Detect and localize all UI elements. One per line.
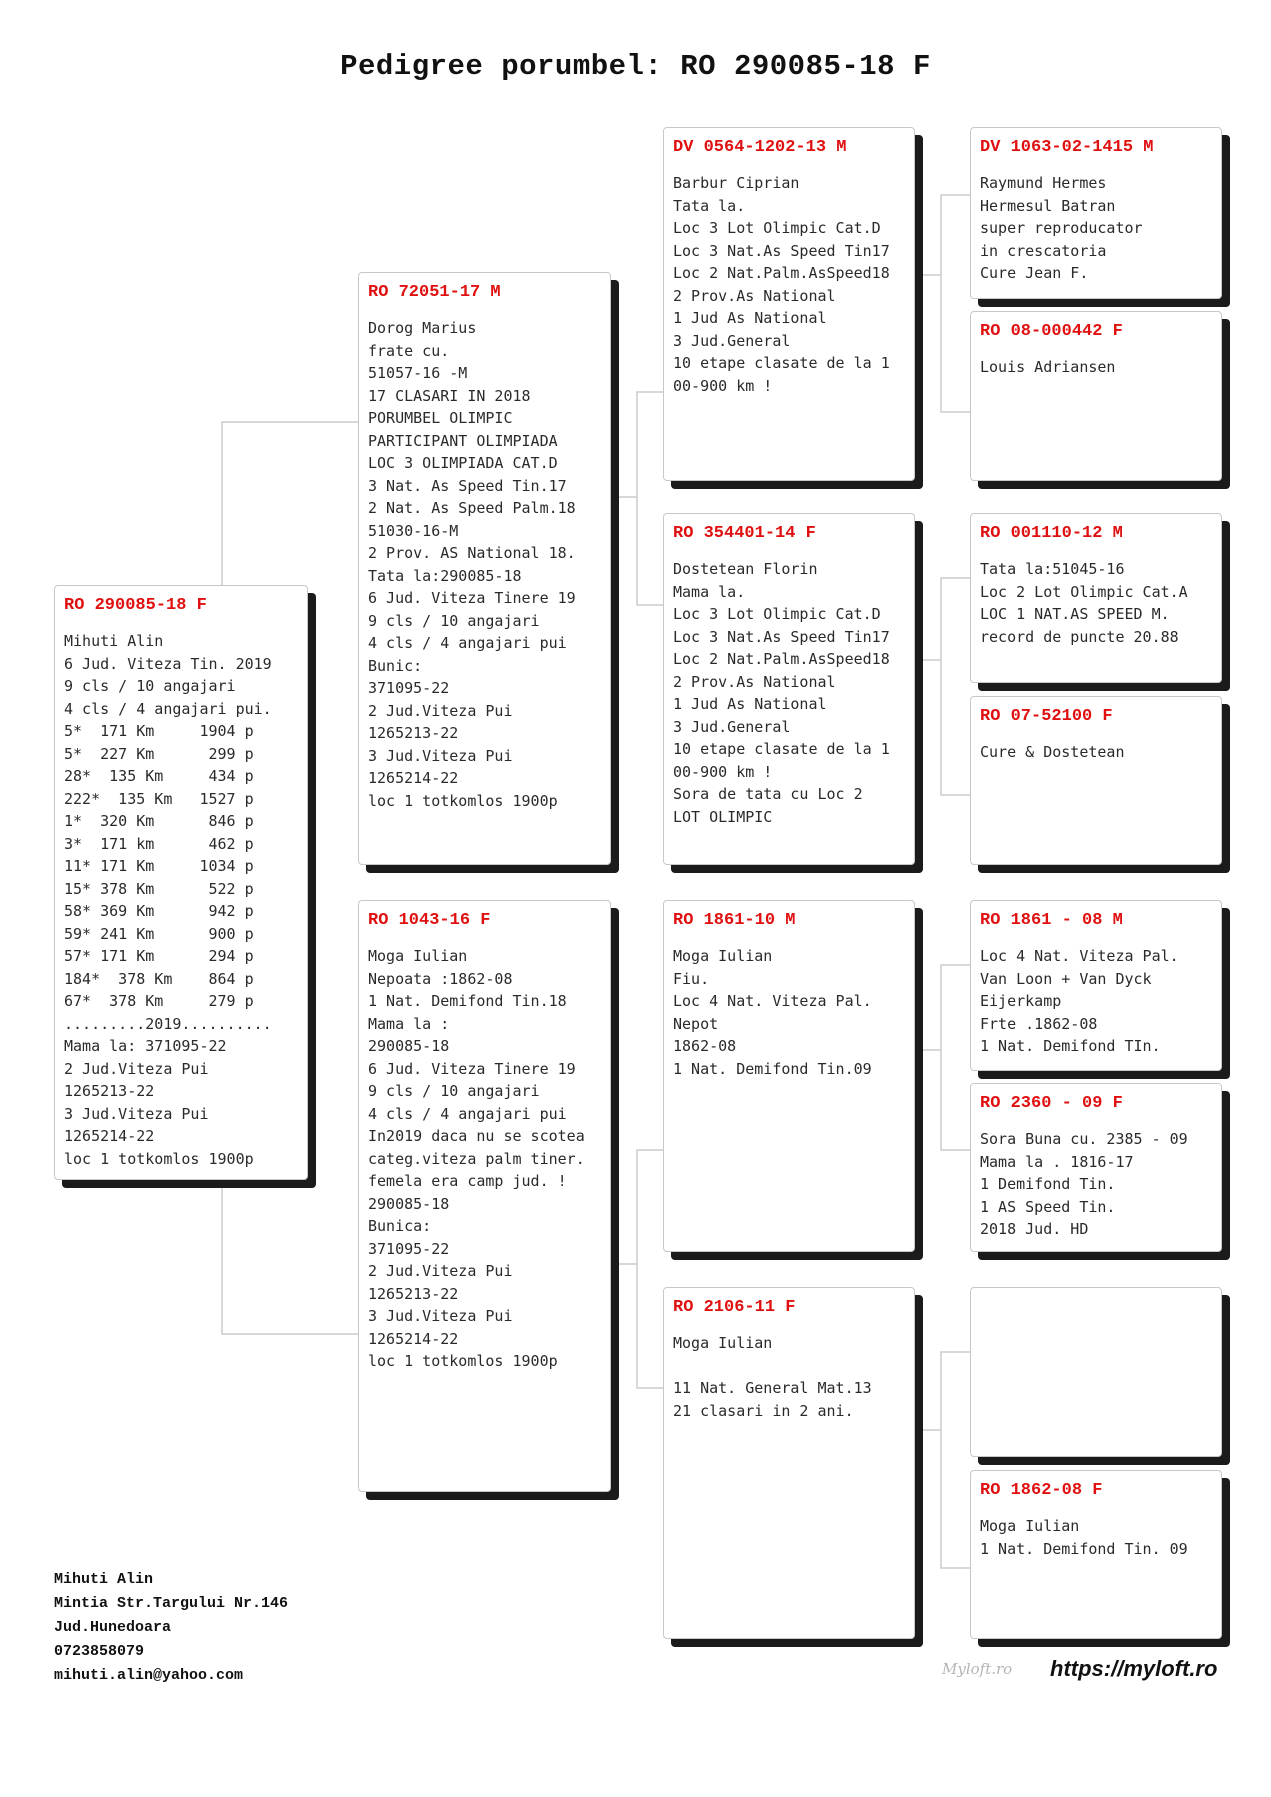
contact-email: mihuti.alin@yahoo.com	[54, 1667, 244, 1684]
contact-county: Jud.Hunedoara	[54, 1619, 172, 1636]
card-ring-number: RO 001110-12 M	[980, 524, 1123, 543]
card-ring-number: DV 1063-02-1415 M	[980, 138, 1154, 157]
pedigree-card-dam-dam	[663, 1287, 915, 1639]
card-ring-number: RO 1862-08 F	[980, 1481, 1103, 1500]
card-details: Dorog Marius frate cu. 51057-16 -M 17 CLASARI IN 2018 PORUMBEL OLIMPIC PARTICIPANT OLIMPIADA LOC 3 OLIMPIADA CAT.D 3 Nat. As Speed Tin.17 2 Nat. As Speed Palm.18 51030-16-M 2 Prov. AS National 18. Tata la:290085-18 6 Jud. Viteza Tinere 19 9 cls / 10 angajari 4 cls / 4 angajari pui Bunic: 371095-22 2 Jud.Viteza Pui 1265213-22 3 Jud.Viteza Pui 1265214-22 loc 1 totkomlos 1900p	[368, 319, 576, 810]
myloft-logo: Myloft.ro	[942, 1660, 1013, 1678]
contact-name: Mihuti Alin	[54, 1571, 154, 1588]
card-details: Louis Adriansen	[980, 358, 1116, 376]
card-ring-number: RO 2106-11 F	[673, 1298, 796, 1317]
pedigree-card-sire-dam	[663, 513, 915, 865]
contact-address: Mintia Str.Targului Nr.146	[54, 1595, 289, 1612]
card-ring-number: RO 1861-10 M	[673, 911, 796, 930]
pedigree-card-sire-sire	[663, 127, 915, 481]
pedigree-card-sire-dam-sire	[970, 513, 1222, 683]
card-details: Dostetean Florin Mama la. Loc 3 Lot Olimpic Cat.D Loc 3 Nat.As Speed Tin17 Loc 2 Nat.Palm.AsSpeed18 2 Prov.As National 1 Jud As National 3 Jud.General 10 etape clasate de la 1 00-900 km ! Sora de tata cu Loc 2 LOT OLIMPIC	[673, 560, 890, 826]
website-url: https://myloft.ro	[1050, 1656, 1218, 1681]
card-ring-number: DV 0564-1202-13 M	[673, 138, 847, 157]
card-details: Tata la:51045-16 Loc 2 Lot Olimpic Cat.A LOC 1 NAT.AS SPEED M. record de puncte 20.88	[980, 560, 1188, 646]
card-ring-number: RO 72051-17 M	[368, 283, 501, 302]
card-details: Moga Iulian Nepoata :1862-08 1 Nat. Demifond Tin.18 Mama la : 290085-18 6 Jud. Viteza Tinere 19 9 cls / 10 angajari 4 cls / 4 angajari pui In2019 daca nu se scotea categ.viteza palm tiner. femela era camp jud. ! 290085-18 Bunica: 371095-22 2 Jud.Viteza Pui 1265213-22 3 Jud.Viteza Pui 1265214-22 loc 1 totkomlos 1900p	[368, 947, 585, 1370]
pedigree-card-dam-dam-sire	[970, 1287, 1222, 1457]
pedigree-card-dam-sire-dam	[970, 1083, 1222, 1252]
card-details: Sora Buna cu. 2385 - 09 Mama la . 1816-17 1 Demifond Tin. 1 AS Speed Tin. 2018 Jud. HD	[980, 1130, 1188, 1238]
card-details: Barbur Ciprian Tata la. Loc 3 Lot Olimpic Cat.D Loc 3 Nat.As Speed Tin17 Loc 2 Nat.Palm.AsSpeed18 2 Prov.As National 1 Jud As National 3 Jud.General 10 etape clasate de la 1 00-900 km !	[673, 174, 890, 395]
pedigree-card-sire-sire-dam	[970, 311, 1222, 481]
breeder-contact	[54, 1568, 288, 1688]
page-title: Pedigree porumbel: RO 290085-18 F	[340, 50, 931, 83]
pedigree-card-subject	[54, 585, 308, 1180]
pedigree-card-dam-dam-dam	[970, 1470, 1222, 1639]
card-ring-number: RO 290085-18 F	[64, 596, 207, 615]
card-details: Mihuti Alin 6 Jud. Viteza Tin. 2019 9 cls / 10 angajari 4 cls / 4 angajari pui. 5* 171 Km 1904 p 5* 227 Km 299 p 28* 135 Km 434 p 222* 135 Km 1527 p 1* 320 Km 846 p 3* 171 km 462 p 11* 171 Km 1034 p 15* 378 Km 522 p 58* 369 Km 942 p 59* 241 Km 900 p 57* 171 Km 294 p 184* 378 Km 864 p 67* 378 Km 279 p .........2019.......... Mama la: 371095-22 2 Jud.Viteza Pui 1265213-22 3 Jud.Viteza Pui 1265214-22 loc 1 totkomlos 1900p	[64, 632, 272, 1168]
pedigree-card-sire	[358, 272, 611, 865]
pedigree-card-dam	[358, 900, 611, 1492]
pedigree-card-sire-dam-dam	[970, 696, 1222, 865]
card-details: Cure & Dostetean	[980, 743, 1125, 761]
card-ring-number: RO 1861 - 08 M	[980, 911, 1123, 930]
card-ring-number: RO 2360 - 09 F	[980, 1094, 1123, 1113]
card-ring-number: RO 1043-16 F	[368, 911, 491, 930]
card-details: Moga Iulian Fiu. Loc 4 Nat. Viteza Pal. Nepot 1862-08 1 Nat. Demifond Tin.09	[673, 947, 872, 1078]
card-details: Moga Iulian 1 Nat. Demifond Tin. 09	[980, 1517, 1188, 1558]
card-ring-number: RO 354401-14 F	[673, 524, 816, 543]
pedigree-card-dam-sire-sire	[970, 900, 1222, 1071]
card-ring-number: RO 08-000442 F	[980, 322, 1123, 341]
contact-phone: 0723858079	[54, 1643, 145, 1660]
card-ring-number: RO 07-52100 F	[980, 707, 1113, 726]
card-details: Raymund Hermes Hermesul Batran super reproducator in crescatoria Cure Jean F.	[980, 174, 1143, 282]
pedigree-card-dam-sire	[663, 900, 915, 1252]
pedigree-card-sire-sire-sire	[970, 127, 1222, 299]
card-details: Loc 4 Nat. Viteza Pal. Van Loon + Van Dyck Eijerkamp Frte .1862-08 1 Nat. Demifond TIn.	[980, 947, 1179, 1055]
card-details: Moga Iulian 11 Nat. General Mat.13 21 clasari in 2 ani.	[673, 1334, 872, 1420]
